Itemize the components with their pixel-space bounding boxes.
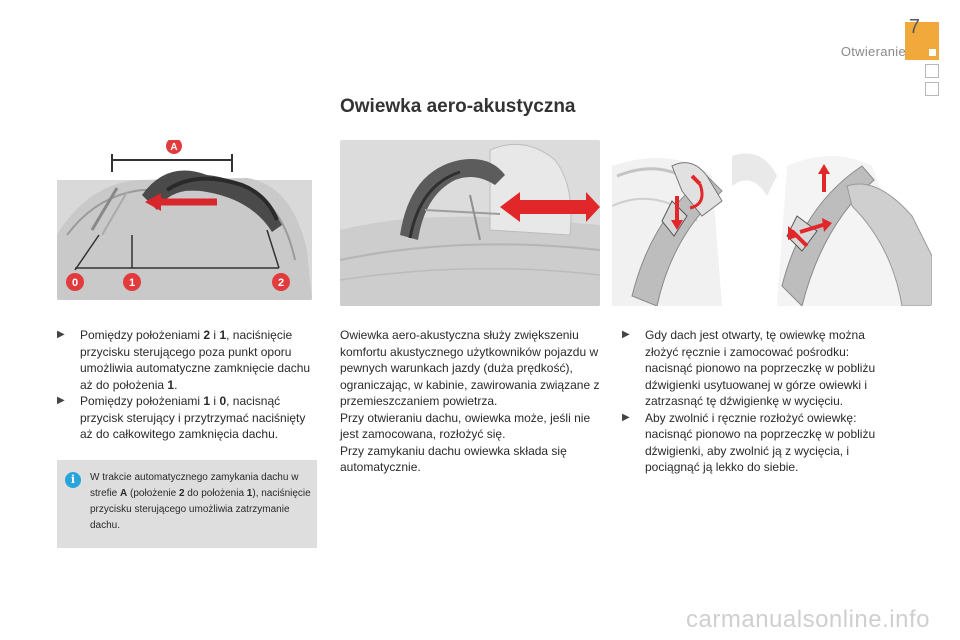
chapter-tab-empty xyxy=(925,64,939,78)
middle-column xyxy=(340,327,602,476)
list-item: ▶ Gdy dach jest otwarty, tę owiewkę można złożyć ręcznie i zamocować pośrodku: nacisnąć pionowo na poprzeczkę w pobliżu dźwigienki usytuowanej w górze owiewki i zatrzasnąć tę dźwigienkę w wycięciu. xyxy=(622,328,876,408)
chapter-tab-marker xyxy=(929,49,936,56)
watermark: carmanualsonline.info xyxy=(686,606,930,633)
list-item: ▶ Pomiędzy położeniami 1 i 0, nacisnąć przycisk sterujący i przytrzymać naciśnięty aż do całkowitego zamknięcia dachu. xyxy=(57,394,306,441)
paragraph: Przy zamykaniu dachu owiewka składa się automatycznie. xyxy=(340,443,567,474)
chapter-tab-empty xyxy=(925,82,939,96)
roof-positions-illustration xyxy=(57,140,312,300)
paragraph: Przy otwieraniu dachu, owiewka może, jeśli nie jest zamocowana, rozłożyć się. xyxy=(340,410,591,441)
page-title: Owiewka aero-akustyczna xyxy=(340,96,576,117)
bullet-arrow-icon: ▶ xyxy=(622,411,630,423)
info-note xyxy=(57,460,317,548)
info-icon: i xyxy=(65,472,81,488)
right-column xyxy=(622,327,884,476)
paragraph: Owiewka aero-akustyczna służy zwiększeniu komfortu akustycznego użytkowników pojazdu w pewnych warunkach jazdy (duża prędkość), ograniczając, w kabinie, zawirowania związane z przemieszczaniem powietrza. xyxy=(340,328,600,408)
list-item: ▶ Aby zwolnić i ręcznie rozłożyć owiewkę: nacisnąć pionowo na poprzeczkę w pobliżu dźwigienki, aby zwolnić ją z wycięcia, i pociągnąć ją lekko do siebie. xyxy=(622,410,876,474)
left-column xyxy=(57,327,315,443)
list-item: ▶ Pomiędzy położeniami 2 i 1, naciśnięcie przycisku sterującego poza punkt oporu umożliwia automatyczne zamknięcie dachu aż do położenia 1. xyxy=(57,328,311,392)
figure-label-1: 1 xyxy=(128,277,136,289)
bullet-arrow-icon: ▶ xyxy=(57,329,65,340)
figure-label-2: 2 xyxy=(277,277,285,289)
bullet-arrow-icon: ▶ xyxy=(57,395,65,406)
wind-deflector-illustration xyxy=(340,140,600,306)
bullet-arrow-icon: ▶ xyxy=(622,329,630,340)
info-note-text: W trakcie automatycznego zamykania dachu w strefie A (położenie 2 do położenia 1), naciśnięcie przycisku sterującego umożliwia zatrzymanie dachu. xyxy=(90,472,311,531)
section-title: Otwieranie xyxy=(840,44,906,59)
figure-label-0: 0 xyxy=(71,277,79,289)
page-number: 7 xyxy=(908,16,920,38)
figure-label-a: A xyxy=(170,142,178,153)
lever-detail-illustration xyxy=(612,146,932,306)
